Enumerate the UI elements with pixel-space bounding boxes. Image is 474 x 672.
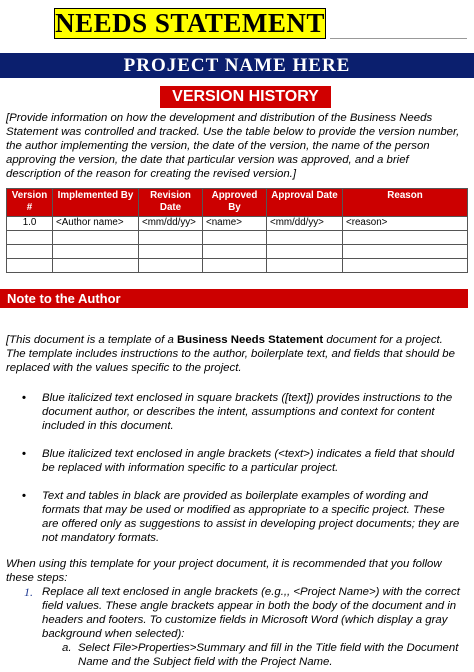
table-row	[7, 231, 468, 245]
table-cell[interactable]	[53, 259, 139, 273]
table-cell[interactable]: <name>	[203, 217, 267, 231]
table-cell[interactable]	[203, 245, 267, 259]
table-cell[interactable]	[7, 259, 53, 273]
step-1-text: Replace all text enclosed in angle brackets (e.g.,, <Project Name>) with the correct field values. These angle brackets appear in both the body of the document and in headers and footers. To customize fields in Microsoft Word (which display a gray background when selected):	[42, 586, 460, 640]
table-cell[interactable]	[53, 245, 139, 259]
substep-label: a.	[62, 642, 72, 654]
col-header-version: Version #	[7, 189, 53, 217]
intro-instructions: [Provide information on how the development and distribution of the Business Needs Statement was controlled and tracked. Use the table below to provide the version number, the author implementing the version, the date of the version, the name of the person approving the version, the date that particular version was approved, and a brief description of the reason for creating the revised version.]	[6, 112, 460, 180]
table-cell[interactable]	[139, 245, 203, 259]
substep-a-text: Select File>Properties>Summary and fill in the Title field with the Document Name and the Subject field with the Project Name.	[78, 642, 459, 668]
bullet-dot: •	[22, 392, 26, 404]
table-cell[interactable]	[7, 245, 53, 259]
document-title: NEEDS STATEMENT	[55, 8, 325, 38]
col-header-reason: Reason	[343, 189, 468, 217]
table-header-row	[7, 189, 468, 217]
step-number: 1.	[24, 585, 33, 599]
table-row	[7, 217, 468, 231]
note-paragraph	[6, 333, 464, 375]
table-cell[interactable]	[343, 245, 468, 259]
project-name-banner: PROJECT NAME HERE	[0, 53, 474, 78]
note-paragraph-start: [This document is a template of a	[6, 334, 177, 346]
table-cell[interactable]: 1.0	[7, 217, 53, 231]
table-row	[7, 259, 468, 273]
col-header-revision-date: Revision Date	[139, 189, 203, 217]
table-cell[interactable]	[343, 231, 468, 245]
bullet-item-square-brackets: Blue italicized text enclosed in square brackets ([text]) provides instructions to the document author, or describes the intent, assumptions and context for content included in this document.	[42, 392, 453, 432]
table-cell[interactable]	[203, 231, 267, 245]
bullet-dot: •	[22, 490, 26, 502]
col-header-implemented-by: Implemented By	[53, 189, 139, 217]
table-cell[interactable]: <reason>	[343, 217, 468, 231]
table-cell[interactable]: <mm/dd/yy>	[267, 217, 343, 231]
table-cell[interactable]	[267, 245, 343, 259]
steps-intro: When using this template for your project document, it is recommended that you follow these steps:	[6, 558, 442, 584]
table-cell[interactable]	[343, 259, 468, 273]
table-cell[interactable]	[139, 259, 203, 273]
table-cell[interactable]	[267, 231, 343, 245]
table-cell[interactable]	[203, 259, 267, 273]
table-cell[interactable]: <mm/dd/yy>	[139, 217, 203, 231]
note-paragraph-end: document for a project. The template includes instructions to the author, boilerplate text, and fields that should be replaced with the values specific to the project.	[6, 334, 455, 374]
bullet-item-boilerplate: Text and tables in black are provided as boilerplate examples of wording and formats that may be used or modified as appropriate to a specific project. These are offered only as suggestions to assist in developing project documents; they are not mandatory formats.	[42, 490, 460, 544]
title-rule	[330, 38, 467, 39]
col-header-approval-date: Approval Date	[267, 189, 343, 217]
table-cell[interactable]	[7, 231, 53, 245]
bullet-dot: •	[22, 448, 26, 460]
col-header-approved-by: Approved By	[203, 189, 267, 217]
version-history-table	[6, 188, 468, 273]
note-to-author-heading: Note to the Author	[0, 289, 468, 308]
bullet-item-angle-brackets: Blue italicized text enclosed in angle brackets (<text>) indicates a field that should be replaced with information specific to a particular project.	[42, 448, 455, 474]
table-cell[interactable]	[267, 259, 343, 273]
table-cell[interactable]: <Author name>	[53, 217, 139, 231]
table-cell[interactable]	[139, 231, 203, 245]
version-history-heading: VERSION HISTORY	[160, 86, 331, 108]
note-paragraph-bold: Business Needs Statement	[176, 334, 324, 346]
table-cell[interactable]	[53, 231, 139, 245]
table-row	[7, 245, 468, 259]
